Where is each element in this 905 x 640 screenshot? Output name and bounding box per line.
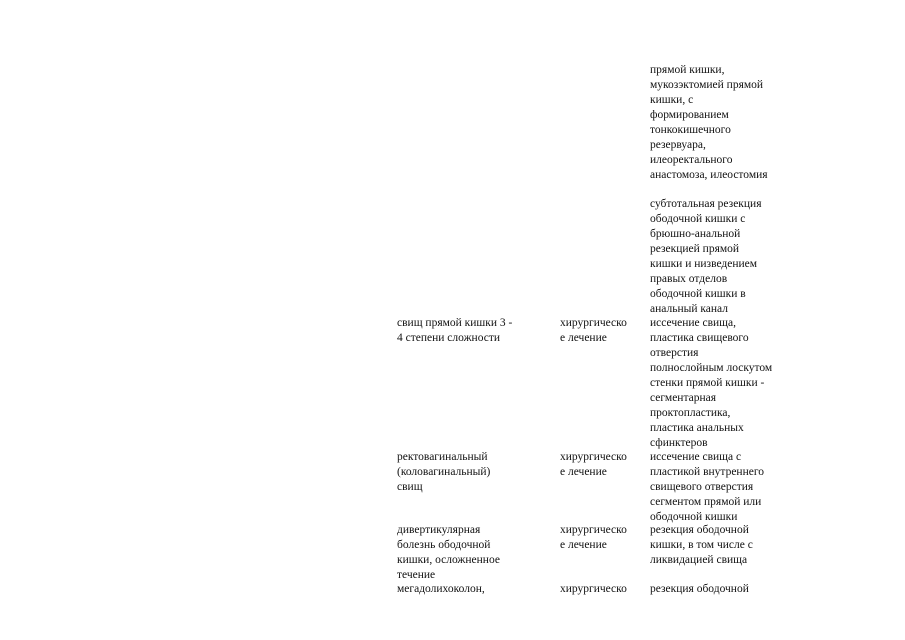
disease-cell: дивертикулярная болезнь ободочной кишки, осложненное течение <box>397 524 500 581</box>
surgery-cell: резекция ободочной <box>650 583 749 595</box>
disease-cell: ректовагинальный (коловагинальный) свищ <box>397 451 491 493</box>
disease-cell: мегадолихоколон, <box>397 583 485 595</box>
treatment-method-cell: хирургическо <box>560 583 627 595</box>
treatment-method-cell: хирургическо е лечение <box>560 451 627 478</box>
surgery-cell: прямой кишки, мукозэктомией прямой кишки, с формированием тонкокишечного резервуара, илеоректального анастомоза, илеостомия <box>650 64 768 181</box>
treatment-method-cell: хирургическо е лечение <box>560 317 627 344</box>
surgery-cell: резекция ободочной кишки, в том числе с ликвидацией свища <box>650 524 753 566</box>
disease-cell: свищ прямой кишки 3 - 4 степени сложности <box>397 317 513 344</box>
surgery-cell: иссечение свища с пластикой внутреннего свищевого отверстия сегментом прямой или ободочной кишки <box>650 451 765 523</box>
treatment-method-cell: хирургическо е лечение <box>560 524 627 551</box>
surgery-cell: субтотальная резекция ободочной кишки с брюшно-анальной резекцией прямой кишки и низведением правых отделов ободочной кишки в анальный канал <box>650 198 762 315</box>
surgery-cell: иссечение свища, пластика свищевого отверстия полнослойным лоскутом стенки прямой кишки - сегментарная проктопластика, пластика анальных сфинктеров <box>650 317 773 449</box>
